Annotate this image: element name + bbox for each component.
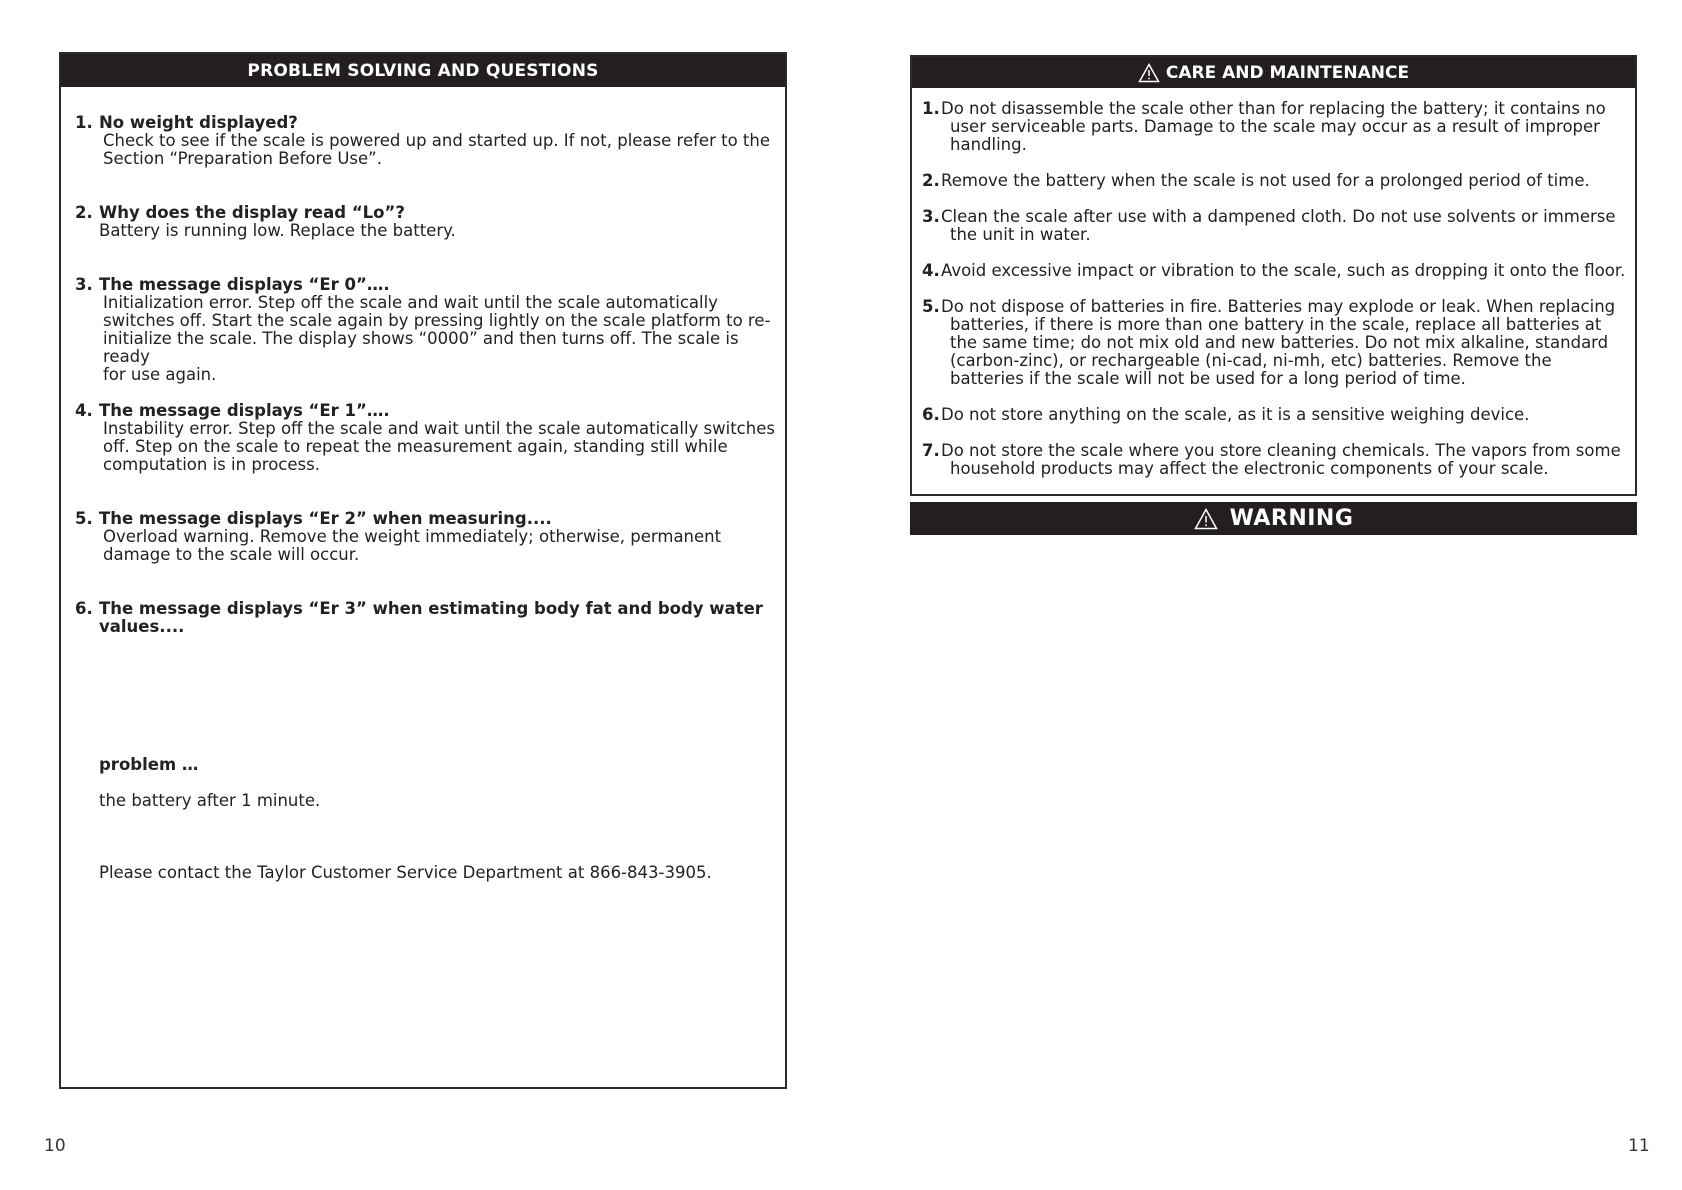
care-item-2 <box>922 172 1627 190</box>
qa-answer <box>75 420 775 474</box>
warning-triangle-icon <box>1194 508 1218 530</box>
qa-number: 1. <box>75 113 93 132</box>
answer-line: off. Step on the scale to repeat the measurement again, standing still while <box>103 437 728 456</box>
answer-line: for use again. <box>103 365 217 384</box>
answer-line: damage to the scale will occur. <box>103 545 360 564</box>
care-number: 7. <box>922 441 940 460</box>
care-line: Remove the battery when the scale is not used for a prolonged period of time. <box>941 171 1590 190</box>
care-maintenance-panel <box>910 55 1637 496</box>
answer-line: computation is in process. <box>103 455 320 474</box>
qa-item-2 <box>75 204 775 240</box>
qa-question: The message displays “Er 0”…. <box>99 275 390 294</box>
qa-question: The message displays “Er 3” when estimating body fat and body water values.... <box>99 599 763 636</box>
care-maintenance-header <box>912 57 1635 88</box>
care-item-6 <box>922 406 1627 424</box>
qa-item-1 <box>75 114 775 168</box>
care-line: handling. <box>950 135 1027 154</box>
answer-line: Initialization error. Step off the scale and wait until the scale automatically <box>103 293 718 312</box>
care-number: 3. <box>922 207 940 226</box>
care-line: user serviceable parts. Damage to the scale may occur as a result of improper <box>950 117 1600 136</box>
qa-item-4 <box>75 402 775 474</box>
qa-answer <box>75 294 775 384</box>
page-number-left: 10 <box>44 1136 66 1156</box>
qa-question: The message displays “Er 2” when measuring.... <box>99 509 552 528</box>
care-maintenance-title: CARE AND MAINTENANCE <box>1165 62 1410 83</box>
warning-header <box>910 502 1637 535</box>
care-line: (carbon-zinc), or rechargeable (ni-cad, ni-mh, etc) batteries. Remove the <box>950 351 1552 370</box>
care-line: Do not store anything on the scale, as it is a sensitive weighing device. <box>941 405 1530 424</box>
answer-line: initialize the scale. The display shows “0000” and then turns off. The scale is ready <box>103 329 739 366</box>
qa-item-5 <box>75 510 775 564</box>
care-line: batteries if the scale will not be used for a long period of time. <box>950 369 1466 388</box>
qa-item-3 <box>75 276 775 384</box>
care-line: Do not disassemble the scale other than for replacing the battery; it contains no <box>941 99 1606 118</box>
care-item-3 <box>922 208 1627 244</box>
care-number: 2. <box>922 171 940 190</box>
care-number: 4. <box>922 261 940 280</box>
answer-line: Overload warning. Remove the weight immediately; otherwise, permanent <box>103 527 722 546</box>
care-item-7 <box>922 442 1627 478</box>
care-number: 6. <box>922 405 940 424</box>
care-item-1 <box>922 100 1627 154</box>
care-number: 1. <box>922 99 940 118</box>
care-item-5 <box>922 298 1627 388</box>
qa-answer <box>75 132 775 168</box>
care-number: 5. <box>922 297 940 316</box>
contact-text: Please contact the Taylor Customer Service Department at 866-843-3905. <box>99 863 712 882</box>
warning-title: WARNING <box>1229 506 1354 531</box>
care-line: household products may affect the electronic components of your scale. <box>950 459 1549 478</box>
qa-number: 5. <box>75 509 93 528</box>
answer-line: Battery is running low. Replace the battery. <box>99 221 456 240</box>
qa-question: No weight displayed? <box>99 113 298 132</box>
qa-answer <box>75 222 775 240</box>
problem-label: problem … <box>99 755 199 774</box>
answer-line: Instability error. Step off the scale and wait until the scale automatically switches <box>103 419 775 438</box>
care-line: Do not store the scale where you store cleaning chemicals. The vapors from some <box>941 441 1621 460</box>
problem-solving-panel <box>59 52 787 1089</box>
care-line: batteries, if there is more than one battery in the scale, replace all batteries at <box>950 315 1602 334</box>
battery-text: the battery after 1 minute. <box>99 791 321 810</box>
care-line: the unit in water. <box>950 225 1091 244</box>
answer-line: switches off. Start the scale again by pressing lightly on the scale platform to re- <box>103 311 771 330</box>
problem-solving-title: PROBLEM SOLVING AND QUESTIONS <box>247 60 599 81</box>
qa-question: The message displays “Er 1”…. <box>99 401 390 420</box>
qa-number: 2. <box>75 203 93 222</box>
warning-triangle-icon <box>1138 63 1160 83</box>
page-number-right: 11 <box>1628 1136 1650 1156</box>
qa-question: Why does the display read “Lo”? <box>99 203 405 222</box>
care-line: Do not dispose of batteries in fire. Batteries may explode or leak. When replacing <box>941 297 1616 316</box>
qa-number: 3. <box>75 275 93 294</box>
problem-solving-header <box>61 54 785 87</box>
care-line: Clean the scale after use with a dampened cloth. Do not use solvents or immerse <box>941 207 1616 226</box>
care-line: Avoid excessive impact or vibration to the scale, such as dropping it onto the floor. <box>941 261 1626 280</box>
qa-number: 4. <box>75 401 93 420</box>
care-line: the same time; do not mix old and new batteries. Do not mix alkaline, standard <box>950 333 1609 352</box>
care-item-4 <box>922 262 1627 280</box>
answer-line: Section “Preparation Before Use”. <box>103 149 382 168</box>
qa-number: 6. <box>75 599 93 618</box>
qa-answer <box>75 528 775 564</box>
answer-line: Check to see if the scale is powered up and started up. If not, please refer to the <box>103 131 770 150</box>
qa-item-6 <box>75 600 775 636</box>
